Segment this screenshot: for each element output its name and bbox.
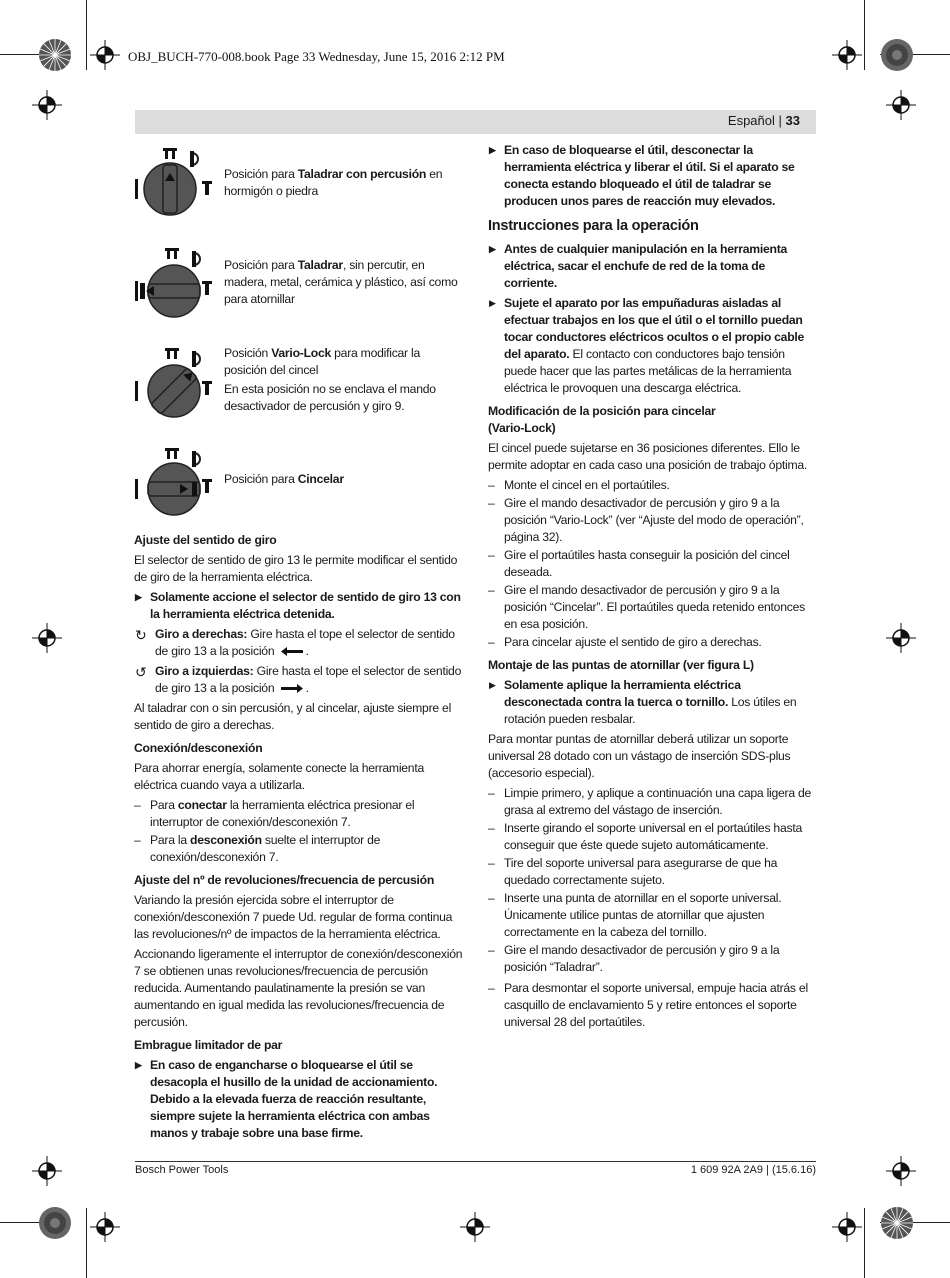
warning-item: ▶ En caso de engancharse o bloquearse el útil se desacopla el husillo de la unidad de accionamiento. Debido a la elevada fuerza de reacción resultante, siempre sujete la herramienta eléctrica con ambas manos y trabaje sobre una base firme. xyxy=(134,1057,464,1142)
warning-item: ▶ Solamente accione el selector de sentido de giro 13 con la herramienta eléctrica detenida. xyxy=(134,589,464,623)
item-text: la herramienta eléctrica presionar el interruptor de conexión/desconexión 7. xyxy=(150,798,415,829)
header-language: Español xyxy=(727,113,775,128)
section-heading: Modificación de la posición para cincelar xyxy=(488,404,716,418)
list-item: – Tire del soporte universal para asegurarse de que ha quedado correctamente sujeto. xyxy=(488,855,818,889)
crop-mark xyxy=(864,0,865,70)
arrow-left-icon xyxy=(281,647,303,656)
arrow-right-icon xyxy=(281,684,303,693)
footer-rule xyxy=(135,1161,816,1162)
paragraph: El selector de sentido de giro 13 le permite modificar el sentido de giro de la herramienta eléctrica. xyxy=(134,553,458,584)
list-item: – Limpie primero, y aplique a continuación una capa ligera de grasa al extremo del vástago de inserción. xyxy=(488,785,818,819)
registration-target-icon xyxy=(90,40,120,70)
item-bold: desconexión xyxy=(190,833,262,847)
registration-target-icon xyxy=(32,623,62,653)
paragraph: Variando la presión ejercida sobre el interruptor de conexión/desconexión 7 puede Ud. regular de forma continua las revoluciones/nº de impactos de la herramienta eléctrica. xyxy=(134,893,453,941)
registration-target-icon xyxy=(886,1156,916,1186)
section-heading: Instrucciones para la operación xyxy=(488,218,699,234)
page-header xyxy=(135,110,816,134)
item-bold: conectar xyxy=(177,798,227,812)
registration-target-icon xyxy=(460,1212,490,1242)
list-item: – Inserte girando el soporte universal en el portaútiles hasta conseguir que éste quede sujeto automáticamente. xyxy=(488,820,818,854)
warning-item: ▶ En caso de bloquearse el útil, desconectar la herramienta eléctrica y liberar el útil. Si el aparato se conecta estando bloqueado el útil de taladrar se producen unos pares de reacción muy elevados. xyxy=(488,142,818,210)
dial-caption-mode: Taladrar xyxy=(297,258,343,272)
section-heading: Montaje de las puntas de atornillar (ver figura L) xyxy=(488,658,754,672)
section-heading: Ajuste del nº de revoluciones/frecuencia de percusión xyxy=(134,873,435,887)
rotate-left-icon: ↺ xyxy=(135,664,147,680)
registration-target-icon xyxy=(832,1212,862,1242)
warning-text: Los útiles en rotación pueden resbalar. xyxy=(504,695,797,726)
header-text xyxy=(728,113,800,128)
registration-target-icon xyxy=(32,90,62,120)
list-item: – Para cincelar ajuste el sentido de giro a derechas. xyxy=(488,634,818,651)
dial-caption-text: Posición xyxy=(224,346,272,360)
crop-mark xyxy=(86,0,87,70)
list-item: – Gire el mando desactivador de percusión y giro 9 a la posición “Vario-Lock” (ver “Ajuste del modo de operación”, página 32). xyxy=(488,495,818,546)
dial-caption-mode: Cincelar xyxy=(297,472,344,486)
warning-item: ▶ Antes de cualquier manipulación en la herramienta eléctrica, sacar el enchufe de red de la toma de corriente. xyxy=(488,241,818,292)
list-item: – Inserte una punta de atornillar en el soporte universal. Únicamente utilice puntas de atornillar que ajusten correctamente en la cabeza del tornillo. xyxy=(488,890,818,941)
registration-target-icon xyxy=(90,1212,120,1242)
dial-caption xyxy=(224,471,460,488)
item-text: suelte el interruptor de conexión/desconexión 7. xyxy=(150,833,381,864)
dial-caption-note: En esta posición no se enclava el mando desactivador de percusión y giro 9. xyxy=(224,382,436,413)
registration-target-icon xyxy=(886,623,916,653)
item-text: Para xyxy=(150,798,178,812)
calibration-wheel-icon xyxy=(38,1206,72,1240)
section-heading-cont: (Vario-Lock) xyxy=(488,421,556,435)
list-item xyxy=(134,832,464,866)
dial-caption-text: , sin percutir, en madera, metal, cerámica y plástico, así como para atornillar xyxy=(224,258,458,306)
paragraph: Para ahorrar energía, solamente conecte la herramienta eléctrica cuando vaya a utilizarla. xyxy=(134,761,425,792)
warning-item xyxy=(488,677,818,728)
dial-caption-text: en hormigón o piedra xyxy=(224,167,443,198)
right-column xyxy=(488,142,818,1032)
dial-caption-line xyxy=(224,345,462,379)
header-separator: | xyxy=(778,113,782,128)
paragraph: Al taladrar con o sin percusión, y al cincelar, ajuste siempre el sentido de giro a derechas. xyxy=(134,701,452,732)
dial-caption-text: Posición para xyxy=(224,258,298,272)
registration-target-icon xyxy=(32,1156,62,1186)
list-item: – Gire el mando desactivador de percusión y giro 9 a la posición “Taladrar”. xyxy=(488,942,818,976)
warning-bold: Sujete el aparato por las empuñaduras aisladas al efectuar trabajos en los que el útil o el tornillo puedan tocar conductores eléctricos ocultos o el propio cable del aparato. xyxy=(504,296,805,361)
list-item xyxy=(134,797,464,831)
section-heading: Ajuste del sentido de giro xyxy=(134,533,277,547)
page-number: 33 xyxy=(785,113,800,128)
rotation-left-item: ↺ Giro a izquierdas: Gire hasta el tope el selector de sentido de giro 13 a la posición . xyxy=(135,664,462,695)
mode-dial-vario-lock-icon xyxy=(132,343,214,421)
list-item: – Monte el cincel en el portaútiles. xyxy=(488,477,818,494)
calibration-wheel-icon xyxy=(38,38,72,72)
mode-dial-hammer-drill-icon xyxy=(132,143,214,221)
crop-mark xyxy=(864,1208,865,1278)
dial-caption-mode: Taladrar con percusión xyxy=(297,167,427,181)
rotation-right-item: ↻ Giro a derechas: Gire hasta el tope el selector de sentido de giro 13 a la posición . xyxy=(135,627,455,658)
calibration-wheel-icon xyxy=(880,38,914,72)
dial-caption-text: Posición para xyxy=(224,472,298,486)
dial-caption-text: Posición para xyxy=(224,167,298,181)
item-label: Giro a derechas: xyxy=(155,627,248,641)
dial-caption-mode: Vario-Lock xyxy=(271,346,332,360)
paragraph: El cincel puede sujetarse en 36 posiciones diferentes. Ello le permite adoptar en cada caso una posición de trabajo óptima. xyxy=(488,441,808,472)
rotate-right-icon: ↻ xyxy=(135,627,147,643)
footer-doc-code: 1 609 92A 2A9 | (15.6.16) xyxy=(690,1164,816,1176)
dial-caption xyxy=(224,257,460,308)
dial-caption xyxy=(224,345,462,415)
item-text: Gire hasta el tope el selector de sentido de giro 13 a la posición xyxy=(155,627,455,658)
registration-target-icon xyxy=(832,40,862,70)
calibration-wheel-icon xyxy=(880,1206,914,1240)
item-label: Giro a izquierdas: xyxy=(155,664,254,678)
footer-brand: Bosch Power Tools xyxy=(135,1164,229,1176)
section-heading: Embrague limitador de par xyxy=(134,1038,283,1052)
warning-bold: Solamente aplique la herramienta eléctrica desconectada contra la tuerca o tornillo. xyxy=(504,678,741,709)
warning-text: El contacto con conductores bajo tensión puede hacer que las partes metálicas de la herramienta eléctrica le provoquen una descarga eléctrica. xyxy=(504,347,792,395)
mode-dial-drill-icon xyxy=(132,243,214,321)
registration-target-icon xyxy=(886,90,916,120)
left-column xyxy=(134,526,464,1145)
list-item: – Para desmontar el soporte universal, empuje hacia atrás el casquillo de enclavamiento 5 y retire entonces el soporte universal 28 del portaútiles. xyxy=(488,980,818,1031)
mode-dial-chisel-icon xyxy=(132,443,214,521)
section-heading: Conexión/desconexión xyxy=(134,741,263,755)
paragraph: Accionando ligeramente el interruptor de conexión/desconexión 7 se obtienen unas revoluciones/frecuencia de percusión reducida. Aumentando paulatinamente la presión se van aumentando en igual medida las revoluciones/frecuencia de percusión. xyxy=(134,947,463,1029)
paragraph: Para montar puntas de atornillar deberá utilizar un soporte universal 28 dotado con un vástago de inserción SDS-plus (accesorio especial). xyxy=(488,732,791,780)
item-text: Para la xyxy=(150,833,191,847)
list-item: – Gire el portaútiles hasta conseguir la posición del cincel deseada. xyxy=(488,547,818,581)
crop-mark xyxy=(86,1208,87,1278)
item-text: Gire hasta el tope el selector de sentido de giro 13 a la posición xyxy=(155,664,462,695)
print-info: OBJ_BUCH-770-008.book Page 33 Wednesday, June 15, 2016 2:12 PM xyxy=(128,49,505,64)
list-item: – Gire el mando desactivador de percusión y giro 9 a la posición “Cincelar”. El portaútiles queda retenido entonces en esa posición. xyxy=(488,582,818,633)
warning-item xyxy=(488,295,818,397)
dial-caption-text: para modificar la posición del cincel xyxy=(224,346,420,377)
dial-caption xyxy=(224,166,460,200)
